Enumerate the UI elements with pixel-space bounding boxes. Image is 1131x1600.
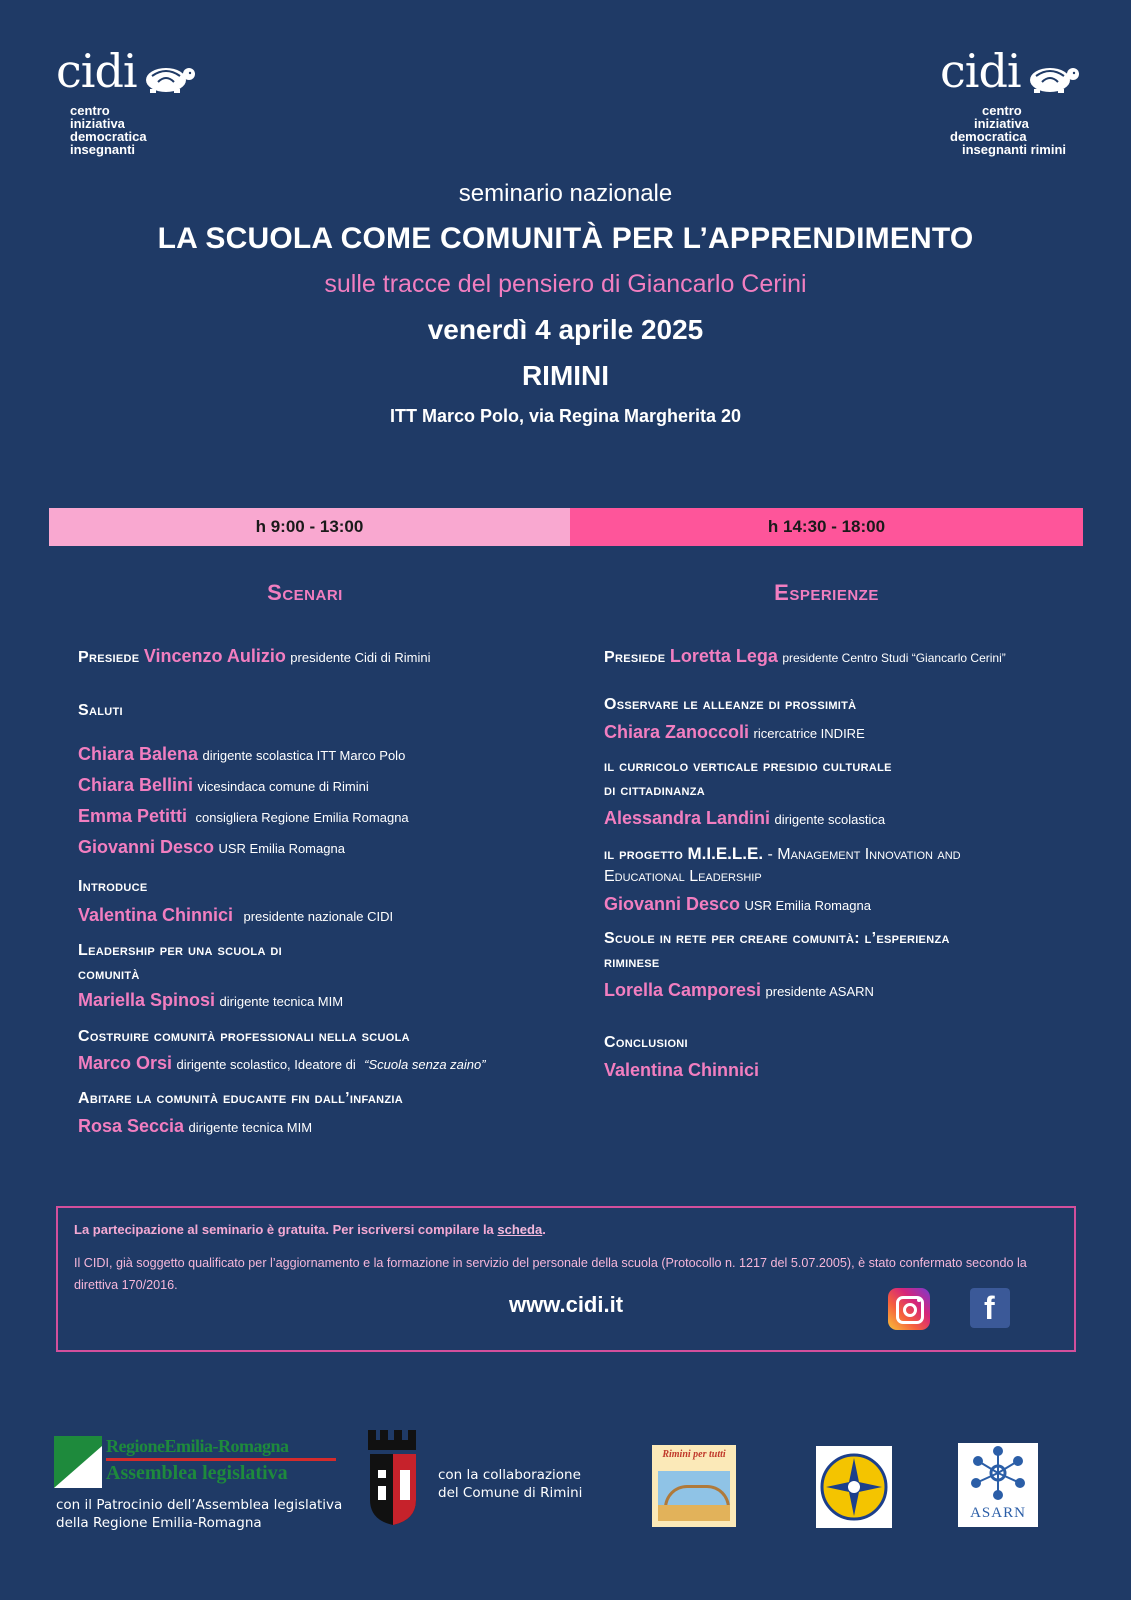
talk-title: il progetto M.I.E.L.E. - Management Innovation and xyxy=(604,844,961,863)
event-venue: ITT Marco Polo, via Regina Margherita 20 xyxy=(389,406,742,426)
website-link[interactable]: www.cidi.it xyxy=(508,1292,624,1317)
logo-subtitle: centro iniziativa democratica insegnanti rimini xyxy=(950,103,1067,157)
program-item: Chiara Zanoccoli ricercatrice INDIRE xyxy=(604,722,865,742)
talk-title: riminese xyxy=(604,954,660,971)
program-item: Emma Petitti consigliera Regione Emilia Romagna xyxy=(78,806,409,826)
speaker-name: Chiara Bellini xyxy=(78,775,194,795)
talk-title: di cittadinanza xyxy=(604,782,706,799)
comune-rimini-crest-icon xyxy=(366,1430,420,1526)
section-heading-esperienze: Esperienze xyxy=(774,580,879,605)
seminar-kicker: seminario nazionale xyxy=(458,180,673,207)
speaker-name: Vincenzo Aulizio xyxy=(143,646,286,666)
logo-word: cidi xyxy=(940,44,1021,98)
logo-subtitle: centro iniziativa democratica insegnanti xyxy=(70,103,147,157)
speaker-name: Mariella Spinosi xyxy=(78,990,216,1010)
page-subtitle: sulle tracce del pensiero di Giancarlo Cerini xyxy=(324,270,807,298)
program-item: Giovanni Desco USR Emilia Romagna xyxy=(604,894,871,914)
speaker-name: Loretta Lega xyxy=(669,646,778,666)
collaborazione-text: con la collaborazione del Comune di Rimini xyxy=(438,1467,583,1501)
facebook-icon[interactable]: f xyxy=(970,1288,1010,1328)
program-item: Lorella Camporesi presidente ASARN xyxy=(604,980,874,1000)
program-item: Presiede Loretta Lega presidente Centro Studi “Giancarlo Cerini” xyxy=(604,646,1006,666)
speaker-name: Chiara Zanoccoli xyxy=(604,722,750,742)
regione-flag-icon xyxy=(54,1436,102,1488)
turtle-icon xyxy=(142,62,198,94)
program-item: Marco Orsi dirigente scolastico, Ideatore di “Scuola senza zaino” xyxy=(78,1053,486,1073)
speaker-name: Giovanni Desco xyxy=(78,837,215,857)
network-icon xyxy=(958,1443,1038,1505)
speaker-name: Valentina Chinnici xyxy=(604,1060,760,1080)
instagram-icon[interactable] xyxy=(888,1288,930,1330)
talk-title: Educational Leadership xyxy=(604,868,762,885)
speaker-name: Valentina Chinnici xyxy=(78,905,234,925)
saluti-label: Saluti xyxy=(78,702,123,719)
time-bar-afternoon: h 14:30 - 18:00 xyxy=(570,508,1083,546)
registration-line: La partecipazione al seminario è gratuita. Per iscriversi compilare la scheda. xyxy=(74,1222,546,1237)
rosa-dei-venti-logo xyxy=(816,1446,892,1528)
patrocinio-text: con il Patrocinio dell’Assemblea legislativa della Regione Emilia-Romagna xyxy=(56,1497,343,1531)
speaker-name: Lorella Camporesi xyxy=(604,980,762,1000)
talk-title: Scuole in rete per creare comunità: l’esperienza xyxy=(604,930,950,947)
speaker-name: Alessandra Landini xyxy=(604,808,771,828)
event-date: venerdì 4 aprile 2025 xyxy=(427,314,704,345)
program-item: Alessandra Landini dirigente scolastica xyxy=(604,808,886,828)
registration-form-link[interactable]: scheda xyxy=(497,1222,543,1237)
cidi-logo-right xyxy=(940,44,1090,168)
program-item: Mariella Spinosi dirigente tecnica MIM xyxy=(78,990,344,1010)
introduce-label: Introduce xyxy=(78,878,148,895)
speaker-name: Emma Petitti xyxy=(78,806,188,826)
event-city: RIMINI xyxy=(521,360,610,391)
talk-title: il curricolo verticale presidio culturale xyxy=(604,758,892,775)
speaker-name: Chiara Balena xyxy=(78,744,199,764)
talk-title: Osservare le alleanze di prossimità xyxy=(604,696,857,713)
section-heading-scenari: Scenari xyxy=(267,580,343,605)
talk-title: Leadership per una scuola di xyxy=(78,942,283,959)
asarn-logo: ASARN xyxy=(958,1443,1038,1527)
regione-logo: RegioneEmilia-Romagna Assemblea legislativa xyxy=(54,1436,284,1488)
speaker-name: Marco Orsi xyxy=(78,1053,173,1073)
compass-icon xyxy=(816,1446,892,1528)
talk-title: comunità xyxy=(78,966,140,983)
program-item: Rosa Seccia dirigente tecnica MIM xyxy=(78,1116,313,1136)
logo-word: cidi xyxy=(56,44,137,98)
speaker-name: Rosa Seccia xyxy=(78,1116,185,1136)
accreditation-note: Il CIDI, già soggetto qualificato per l’aggiornamento e la formazione in servizio del personale della scuola (Protocollo n. 1217 del 5.07.2005), è stato confermato secondo la direttiva 170/2016. xyxy=(74,1256,1027,1292)
program-item: Presiede Vincenzo Aulizio presidente Cidi di Rimini xyxy=(78,646,431,666)
talk-title: Abitare la comunità educante fin dall’infanzia xyxy=(78,1090,403,1107)
program-item: Valentina Chinnici presidente nazionale CIDI xyxy=(78,905,394,925)
program-item: Giovanni Desco USR Emilia Romagna xyxy=(78,837,345,857)
talk-title: Costruire comunità professionali nella scuola xyxy=(78,1028,410,1045)
speaker-name: Giovanni Desco xyxy=(604,894,741,914)
info-box xyxy=(56,1206,1076,1352)
program-item: Chiara Bellini vicesindaca comune di Rimini xyxy=(78,775,369,795)
time-bar-morning: h 9:00 - 13:00 xyxy=(49,508,570,546)
turtle-icon xyxy=(1026,62,1082,94)
rimini-per-tutti-logo: Rimini per tutti xyxy=(652,1445,736,1527)
conclusioni-label: Conclusioni xyxy=(604,1034,688,1051)
cidi-logo-left xyxy=(56,44,206,168)
page-title: LA SCUOLA COME COMUNITÀ PER L’APPRENDIMENTO xyxy=(157,222,974,255)
program-item: Chiara Balena dirigente scolastica ITT Marco Polo xyxy=(78,744,406,764)
